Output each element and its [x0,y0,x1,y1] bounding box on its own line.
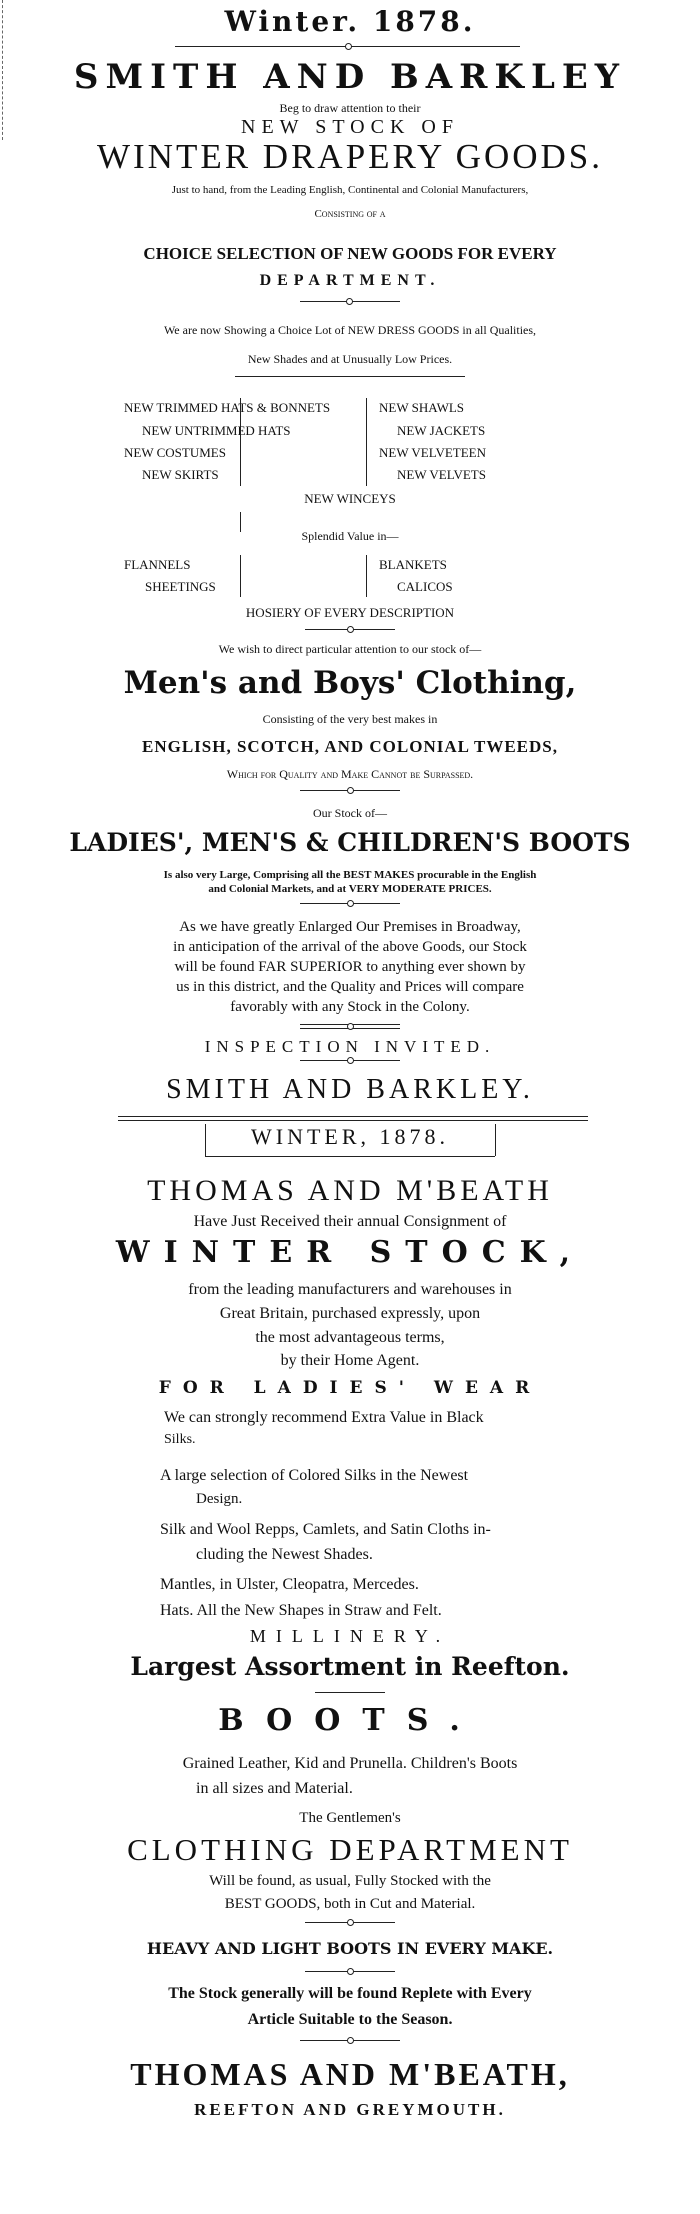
list-column-rule [366,398,367,486]
divider [315,1692,385,1693]
ad1-boots-line1: Is also very Large, Comprising all the BEST MAKES procurable in the English [163,869,537,881]
value-right-item: CALICOS [397,579,453,594]
ad1-hosiery: HOSIERY OF EVERY DESCRIPTION [245,605,455,620]
divider-ornament [345,787,355,793]
ad1-consisting: Consisting of a [314,208,386,220]
ad2-item-line: cluding the Newest Shades. [196,1546,373,1563]
ad2-received: Have Just Received their annual Consignment of [193,1213,507,1230]
list-left-item: NEW COSTUMES [124,445,226,460]
ad1-consisting-best: Consisting of the very best makes in [262,712,438,726]
list-left-item: NEW TRIMMED HATS & BONNETS [124,400,331,415]
ad2-item-line: Mantles, in Ulster, Cleopatra, Mercedes. [160,1576,419,1593]
ad2-clothing-dept: CLOTHING DEPARTMENT [127,1832,573,1867]
ad2-boots-line: Grained Leather, Kid and Prunella. Children's Boots [182,1755,518,1772]
ad1-choice-line1: CHOICE SELECTION OF NEW GOODS FOR EVERY [143,244,557,263]
ad2-heavy-light: HEAVY AND LIGHT BOOTS IN EVERY MAKE. [146,1939,554,1958]
ad1-showing-line1: We are now Showing a Choice Lot of NEW DRESS GOODS in all Qualities, [163,323,537,337]
ad2-replete-line: Article Suitable to the Season. [247,2011,453,2028]
ad1-winceys: NEW WINCEYS [304,491,396,506]
divider-ornament [343,43,353,49]
ad1-season-heading: Winter. 1878. [224,5,476,38]
ad2-stocked-line: BEST GOODS, both in Cut and Material. [224,1896,476,1912]
ad1-inspection: INSPECTION INVITED. [204,1037,496,1056]
ad1-boots-title: LADIES', MEN'S & CHILDREN'S BOOTS [69,828,631,857]
ad2-replete-line: The Stock generally will be found Replete with Every [168,1985,532,2002]
ad1-new-stock: NEW STOCK OF [241,116,459,138]
ad1-para-line: favorably with any Stock in the Colony. [230,999,470,1015]
divider-ornament [345,1919,355,1925]
ad1-para-line: us in this district, and the Quality and Prices will compare [176,979,524,995]
ad1-choice-line2: DEPARTMENT. [259,272,441,289]
divider-ornament [345,1057,355,1063]
ad1-boots-line2: and Colonial Markets, and at VERY MODERATE PRICES. [208,883,492,895]
ad2-from-line: by their Home Agent. [280,1352,420,1369]
ad1-mens-clothing: Men's and Boys' Clothing, [123,665,577,701]
list-right-item: NEW VELVETS [397,467,486,482]
value-left-item: FLANNELS [124,557,191,572]
ad1-tweeds: ENGLISH, SCOTCH, AND COLONIAL TWEEDS, [142,737,558,756]
list-column-rule [240,555,241,597]
ad1-winter-drapery: WINTER DRAPERY GOODS. [96,137,604,176]
divider [235,376,465,377]
value-left-item: SHEETINGS [145,579,216,594]
ad2-boots-line: in all sizes and Material. [196,1780,353,1797]
ad2-gentlemens: The Gentlemen's [299,1810,401,1826]
ad1-firm-name: SMITH AND BARKLEY [73,57,627,97]
ad1-para-line: As we have greatly Enlarged Our Premises in Broadway, [179,919,521,935]
ad2-item-line: Hats. All the New Shapes in Straw and Felt. [160,1602,442,1619]
divider-ornament [345,1968,355,1974]
divider-ornament [344,298,354,304]
ad2-item-line: We can strongly recommend Extra Value in Black [164,1409,484,1426]
ad2-stocked-line: Will be found, as usual, Fully Stocked with the [209,1873,491,1889]
heading-rule [205,1124,206,1156]
ad2-item-line: A large selection of Colored Silks in the Newest [160,1467,469,1484]
list-column-rule [366,555,367,597]
list-column-rule [240,512,241,532]
list-right-item: NEW JACKETS [397,423,486,438]
list-left-item: NEW UNTRIMMED HATS [142,423,291,438]
list-right-item: NEW VELVETEEN [379,445,486,460]
ad2-location: REEFTON AND GREYMOUTH. [194,2100,506,2119]
ad1-just-to-hand: Just to hand, from the Leading English, Continental and Colonial Manufacturers, [171,184,529,196]
ad1-beg-text: Beg to draw attention to their [279,101,421,115]
ad2-from-line: Great Britain, purchased expressly, upon [219,1305,481,1322]
ad1-quality: Which for Quality and Make Cannot be Surpassed. [226,767,474,781]
ad1-splendid: Splendid Value in— [301,529,399,543]
ad-separator [118,1116,588,1121]
divider-ornament [345,900,355,906]
divider-ornament [345,1023,355,1029]
divider-ornament [345,2037,355,2043]
ad2-season-heading: WINTER, 1878. [250,1124,450,1149]
value-right-item: BLANKETS [379,557,447,572]
ad2-from-line: the most advantageous terms, [255,1329,445,1346]
ad2-from-line: from the leading manufacturers and warehouses in [188,1281,512,1298]
ad2-item-line: Silk and Wool Repps, Camlets, and Satin Cloths in- [160,1521,491,1538]
list-column-rule [240,398,241,486]
ad2-ladies-wear: FOR LADIES' WEAR [158,1378,542,1398]
ad2-signature: THOMAS AND M'BEATH, [130,2056,570,2092]
ad1-para-line: will be found FAR SUPERIOR to anything ever shown by [174,959,526,975]
ad2-item-line: Silks. [164,1432,196,1447]
heading-rule [495,1124,496,1156]
ad1-showing-line2: New Shades and at Unusually Low Prices. [247,352,453,366]
divider-ornament [345,626,355,632]
heading-box-rule [205,1156,495,1157]
ad2-winter-stock: WINTER STOCK, [115,1235,585,1270]
ad2-millinery: MILLINERY. [249,1626,451,1646]
ad1-para-line: in anticipation of the arrival of the above Goods, our Stock [173,939,527,955]
ad2-firm-name: THOMAS AND M'BEATH [147,1174,553,1207]
ad1-signature: SMITH AND BARKLEY. [166,1074,534,1105]
ad2-boots-heading: BOOTS. [218,1703,482,1738]
ad1-our-stock: Our Stock of— [313,806,387,820]
list-right-item: NEW SHAWLS [379,400,465,415]
ad2-item-line: Design. [196,1491,243,1507]
ad1-attention: We wish to direct particular attention to our stock of— [218,642,482,656]
list-left-item: NEW SKIRTS [142,467,219,482]
ad2-largest: Largest Assortment in Reefton. [130,1652,570,1681]
